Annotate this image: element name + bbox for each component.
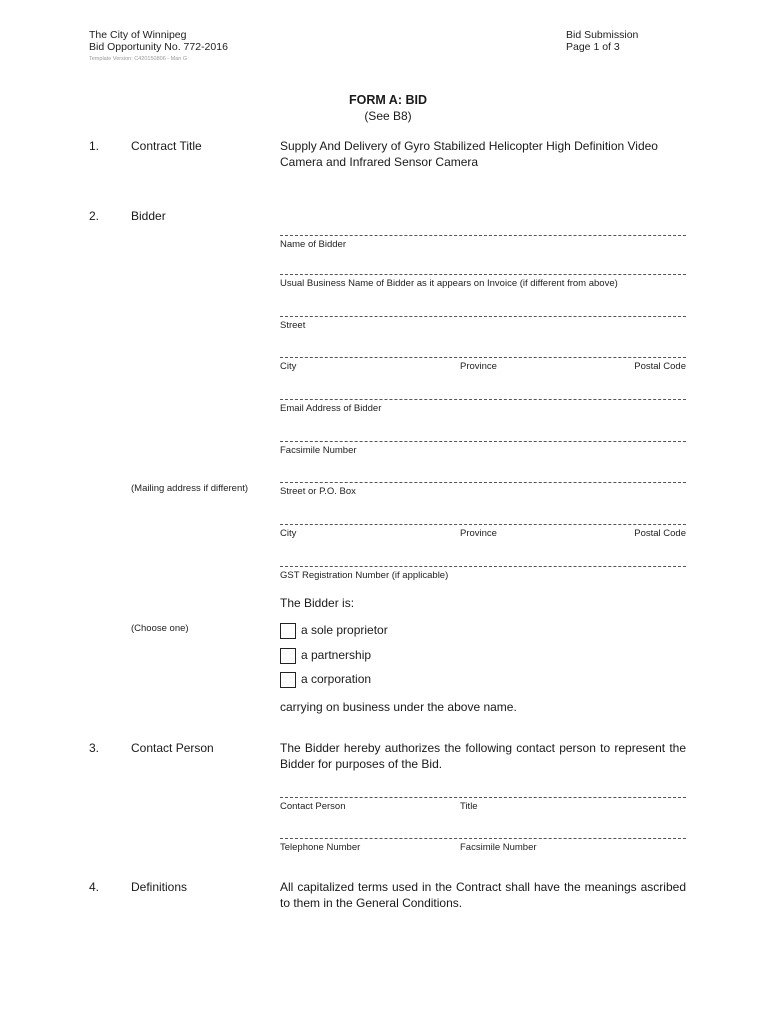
telephone-caption: Telephone Number <box>280 842 361 853</box>
form-see-ref: (See B8) <box>364 109 412 123</box>
province-caption: Province <box>460 361 497 372</box>
name-of-bidder-line[interactable] <box>280 235 686 236</box>
telephone-line[interactable] <box>280 838 686 839</box>
contract-title-text: Supply And Delivery of Gyro Stabilized Helicopter High Definition Video Camera and Infrared Sensor Camera <box>280 139 658 169</box>
fax-line[interactable] <box>280 441 686 442</box>
usual-name-caption: Usual Business Name of Bidder as it appears on Invoice (if different from above) <box>280 278 618 289</box>
street-caption: Street <box>280 320 306 331</box>
usual-name-line[interactable] <box>280 274 686 275</box>
section3-label: Contact Person <box>131 741 214 755</box>
section1-number: 1. <box>89 139 100 153</box>
contact-fax-caption: Facsimile Number <box>460 842 537 853</box>
section4-number: 4. <box>89 880 100 894</box>
po-box-line[interactable] <box>280 482 686 483</box>
sole-proprietor-checkbox[interactable] <box>280 623 296 639</box>
city-caption: City <box>280 361 297 372</box>
mailing-note: (Mailing address if different) <box>131 483 249 494</box>
header-submission: Bid Submission <box>566 29 639 41</box>
partnership-checkbox[interactable] <box>280 648 296 664</box>
corporation-checkbox[interactable] <box>280 672 296 688</box>
template-version: Template Version: C420150806 - Man G <box>89 56 188 62</box>
mailing-city-caption: City <box>280 528 297 539</box>
corporation-label: a corporation <box>301 672 372 686</box>
sole-proprietor-label: a sole proprietor <box>301 623 388 637</box>
section2-number: 2. <box>89 209 100 223</box>
header-page: Page 1 of 3 <box>566 41 620 53</box>
po-box-caption: Street or P.O. Box <box>280 486 356 497</box>
contact-person-caption: Contact Person <box>280 801 346 812</box>
street-line[interactable] <box>280 316 686 317</box>
gst-line[interactable] <box>280 566 686 567</box>
name-of-bidder-caption: Name of Bidder <box>280 239 347 250</box>
definitions-text: All capitalized terms used in the Contract shall have the meanings ascribed to them in the General Conditions. <box>280 880 686 910</box>
mailing-city-line[interactable] <box>280 524 686 525</box>
carrying-on-business-text: carrying on business under the above name. <box>280 700 517 714</box>
bidder-is-label: The Bidder is: <box>280 596 355 610</box>
email-caption: Email Address of Bidder <box>280 403 382 414</box>
section2-label: Bidder <box>131 209 166 223</box>
fax-caption: Facsimile Number <box>280 445 357 456</box>
contact-person-text: The Bidder hereby authorizes the following contact person to represent the Bidder for purposes of the Bid. <box>280 741 686 771</box>
header-bid-number: Bid Opportunity No. 772-2016 <box>89 41 228 53</box>
postal-code-caption: Postal Code <box>634 361 686 372</box>
choose-one-note: (Choose one) <box>131 623 189 634</box>
city-line[interactable] <box>280 357 686 358</box>
contact-person-line[interactable] <box>280 797 686 798</box>
mailing-province-caption: Province <box>460 528 497 539</box>
section1-label: Contract Title <box>131 139 202 153</box>
form-title: FORM A: BID <box>349 93 427 107</box>
mailing-postal-caption: Postal Code <box>634 528 686 539</box>
title-caption: Title <box>460 801 478 812</box>
email-line[interactable] <box>280 399 686 400</box>
section4-label: Definitions <box>131 880 188 894</box>
header-org: The City of Winnipeg <box>89 29 187 41</box>
gst-caption: GST Registration Number (if applicable) <box>280 570 449 581</box>
section3-number: 3. <box>89 741 100 755</box>
partnership-label: a partnership <box>301 648 372 662</box>
